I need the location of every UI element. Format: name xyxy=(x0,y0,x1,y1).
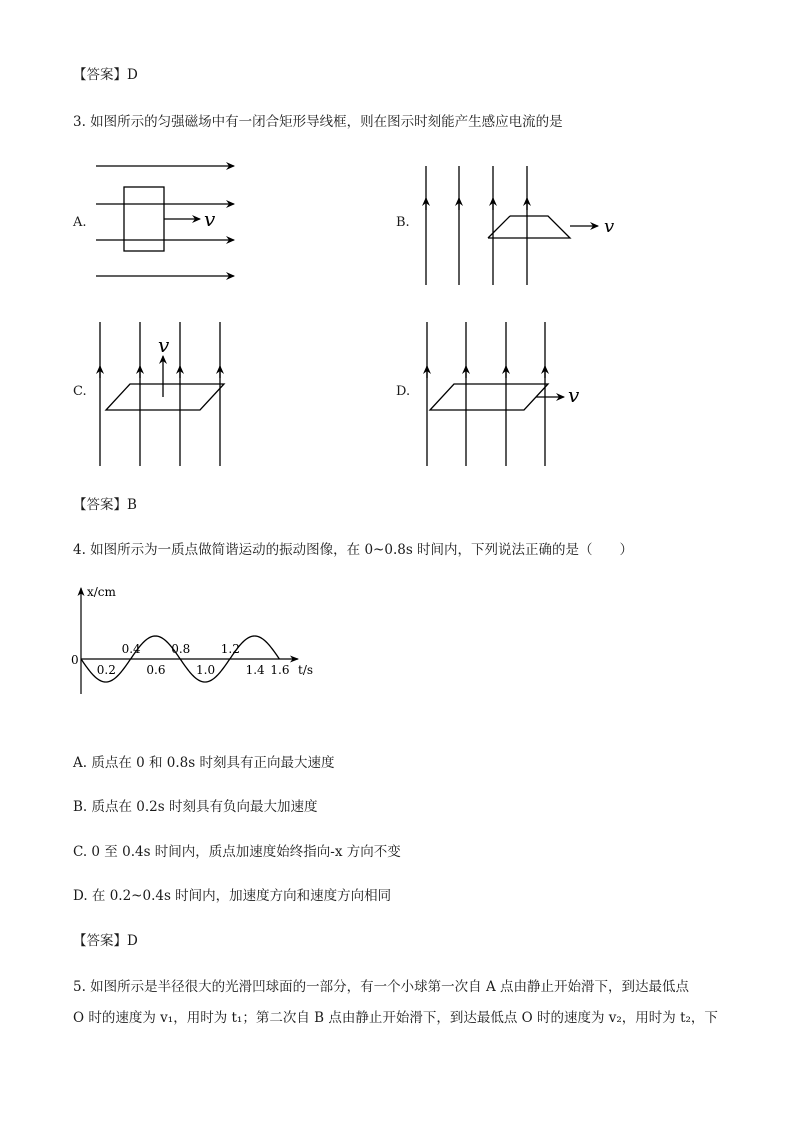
answer-q2 xyxy=(73,66,138,84)
q4-stem: 4. 如图所示为一质点做简谐运动的振动图像，在 0~0.8s 时间内，下列说法正确的是（ ） xyxy=(73,542,634,558)
velocity-label: v xyxy=(604,216,615,237)
q3-option-c-label: C. xyxy=(73,384,87,399)
answer-q3 xyxy=(73,496,137,514)
q4-option-d: D. 在 0.2~0.4s 时间内，加速度方向和速度方向相同 xyxy=(73,888,392,904)
answer-tag: 【答案】 xyxy=(73,497,127,513)
answer-tag: 【答案】 xyxy=(73,933,127,949)
velocity-label: v xyxy=(158,333,170,357)
tick-label-lower: 1.0 xyxy=(196,663,216,677)
tick-label-lower: 0.6 xyxy=(146,663,166,677)
q3-figure-b xyxy=(414,150,624,290)
q5-line-1: 5. 如图所示是半径很大的光滑凹球面的一部分，有一个小球第一次自 A 点由静止开始滑下，到达最低点 xyxy=(73,979,690,995)
q3-option-b-label: B. xyxy=(396,215,410,230)
tick-label-lower: 0.2 xyxy=(96,663,116,677)
velocity-label: v xyxy=(204,207,216,231)
q3-stem: 3. 如图所示的匀强磁场中有一闭合矩形导线框，则在图示时刻能产生感应电流的是 xyxy=(73,114,563,130)
velocity-label: v xyxy=(568,383,580,407)
q3-figure-d xyxy=(414,318,624,470)
q3-figure-a xyxy=(90,150,250,290)
q4-option-a: A. 质点在 0 和 0.8s 时刻具有正向最大速度 xyxy=(73,755,335,771)
tick-label-upper: 0.8 xyxy=(171,642,191,656)
q4-option-b: B. 质点在 0.2s 时刻具有负向最大加速度 xyxy=(73,799,318,815)
x-axis-label: t/s xyxy=(298,663,314,677)
q3-option-d-label: D. xyxy=(396,384,411,399)
q5-line-2: O 时的速度为 v₁，用时为 t₁；第二次自 B 点由静止开始滑下，到达最低点 O 时的速度为 v₂，用时为 t₂，下 xyxy=(73,1010,718,1026)
answer-q4 xyxy=(73,932,138,950)
tick-label-upper: 1.2 xyxy=(220,642,240,656)
tick-label-lower: 1.6 xyxy=(270,663,290,677)
origin-label: 0 xyxy=(71,653,79,667)
q4-vibration-chart xyxy=(66,582,326,702)
q4-option-c: C. 0 至 0.4s 时间内，质点加速度始终指向-x 方向不变 xyxy=(73,844,401,860)
q3-option-a-label: A. xyxy=(73,215,87,230)
tick-label-lower: 1.4 xyxy=(245,663,265,677)
answer-value: D xyxy=(127,933,138,949)
tick-label-upper: 0.4 xyxy=(121,642,141,656)
answer-value: B xyxy=(127,497,137,513)
q3-figure-c xyxy=(90,318,250,470)
y-axis-label: x/cm xyxy=(87,585,116,599)
answer-tag: 【答案】 xyxy=(73,67,127,83)
answer-value: D xyxy=(127,67,138,83)
